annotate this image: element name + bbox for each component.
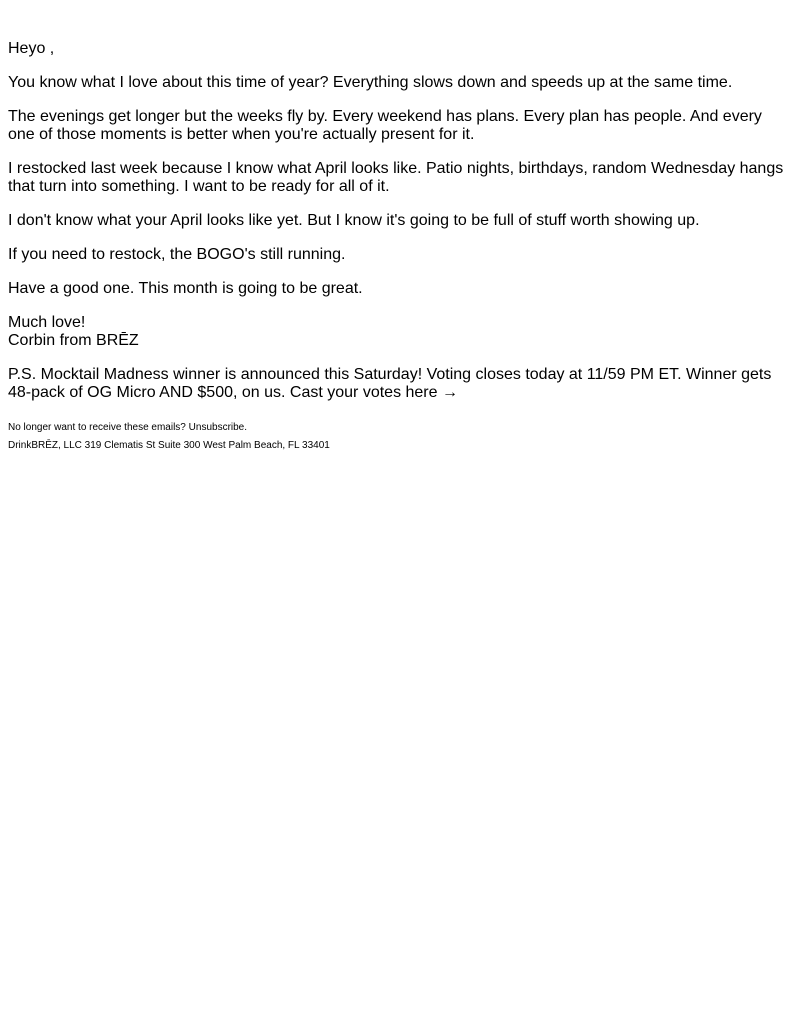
postscript (8, 366, 792, 402)
email-body (0, 0, 800, 452)
cast-votes-link[interactable]: Cast your votes here → (289, 384, 458, 401)
paragraph-1: You know what I love about this time of year? Everything slows down and speeds up at the same time. (8, 74, 733, 91)
email-footer (8, 422, 792, 452)
paragraph-5-bogo: If you need to restock, the BOGO's still running. (8, 246, 346, 263)
unsubscribe-suffix: . (244, 422, 248, 433)
unsubscribe-prefix: No longer want to receive these emails? (8, 422, 189, 433)
unsubscribe-link[interactable]: Unsubscribe (188, 422, 245, 433)
paragraph-4: I don't know what your April looks like yet. But I know it's going to be full of stuff worth showing up. (8, 212, 700, 229)
signoff-line: Much love! (8, 314, 86, 331)
paragraph-6: Have a good one. This month is going to be great. (8, 280, 363, 297)
paragraph-2: The evenings get longer but the weeks fly by. Every weekend has plans. Every plan has people. And every one of those moments is better when you're actually present for it. (8, 108, 762, 143)
postscript-text: P.S. Mocktail Madness winner is announced this Saturday! Voting closes today at 11/59 PM ET. Winner gets 48-pack of OG Micro AND $500, on us. (8, 366, 772, 401)
greeting: Heyo , (8, 40, 55, 57)
unsubscribe-notice (8, 422, 792, 434)
company-address: DrinkBRĒZ, LLC 319 Clematis St Suite 300 West Palm Beach, FL 33401 (8, 440, 330, 451)
signature-name: Corbin from BRĒZ (8, 332, 139, 349)
paragraph-3: I restocked last week because I know what April looks like. Patio nights, birthdays, random Wednesday hangs that turn into something. I want to be ready for all of it. (8, 160, 784, 195)
signoff (8, 314, 792, 350)
